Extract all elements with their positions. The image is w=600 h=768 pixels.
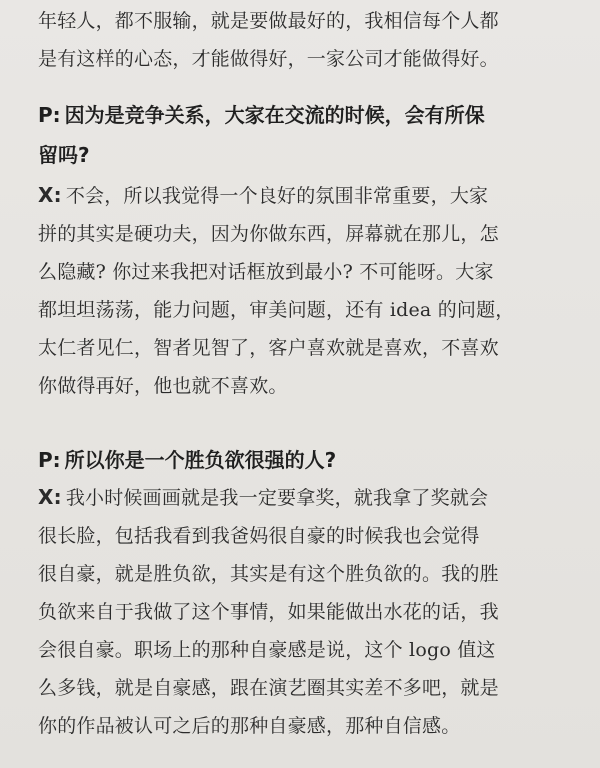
intro-paragraph [38, 2, 499, 78]
paragraph-line: 是有这样的心态，才能做得好，一家公司才能做得好。 [38, 48, 499, 70]
answer-line [38, 176, 515, 215]
interview-question [38, 440, 336, 480]
answer-line: 都坦坦荡荡，能力问题，审美问题，还有 idea 的问题， [38, 299, 515, 321]
question-line [38, 440, 336, 480]
speaker-label: X: [38, 485, 62, 509]
interview-question [38, 95, 485, 175]
answer-line: 么多钱，就是自豪感，跟在演艺圈其实差不多吧，就是 [38, 677, 499, 699]
answer-line: 你的作品被认可之后的那种自豪感，那种自信感。 [38, 715, 461, 737]
answer-line: 负欲来自于我做了这个事情，如果能做出水花的话，我 [38, 601, 499, 623]
speaker-label: X: [38, 183, 62, 207]
answer-line: 会很自豪。职场上的那种自豪感是说，这个 logo 值这 [38, 639, 496, 661]
question-text: 因为是竞争关系，大家在交流的时候，会有所保 [64, 103, 485, 127]
question-line: 留吗? [38, 143, 90, 167]
answer-line: 么隐藏? 你过来我把对话框放到最小? 不可能呀。大家 [38, 261, 494, 283]
answer-line: 很长脸，包括我看到我爸妈很自豪的时候我也会觉得 [38, 525, 480, 547]
interview-answer [38, 176, 515, 405]
interview-answer [38, 478, 499, 745]
speaker-label: P: [38, 103, 61, 127]
answer-line: 太仁者见仁，智者见智了，客户喜欢就是喜欢，不喜欢 [38, 337, 499, 359]
question-line [38, 95, 485, 135]
answer-line [38, 478, 499, 517]
answer-text: 不会，所以我觉得一个良好的氛围非常重要，大家 [65, 185, 489, 207]
answer-line: 你做得再好，他也就不喜欢。 [38, 375, 288, 397]
answer-text: 我小时候画画就是我一定要拿奖，就我拿了奖就会 [65, 487, 489, 509]
question-text: 所以你是一个胜负欲很强的人? [64, 448, 337, 472]
paragraph-line: 年轻人，都不服输，就是要做最好的，我相信每个人都 [38, 10, 499, 32]
answer-line: 很自豪，就是胜负欲，其实是有这个胜负欲的。我的胜 [38, 563, 499, 585]
speaker-label: P: [38, 448, 61, 472]
answer-line: 拼的其实是硬功夫，因为你做东西，屏幕就在那儿，怎 [38, 223, 499, 245]
